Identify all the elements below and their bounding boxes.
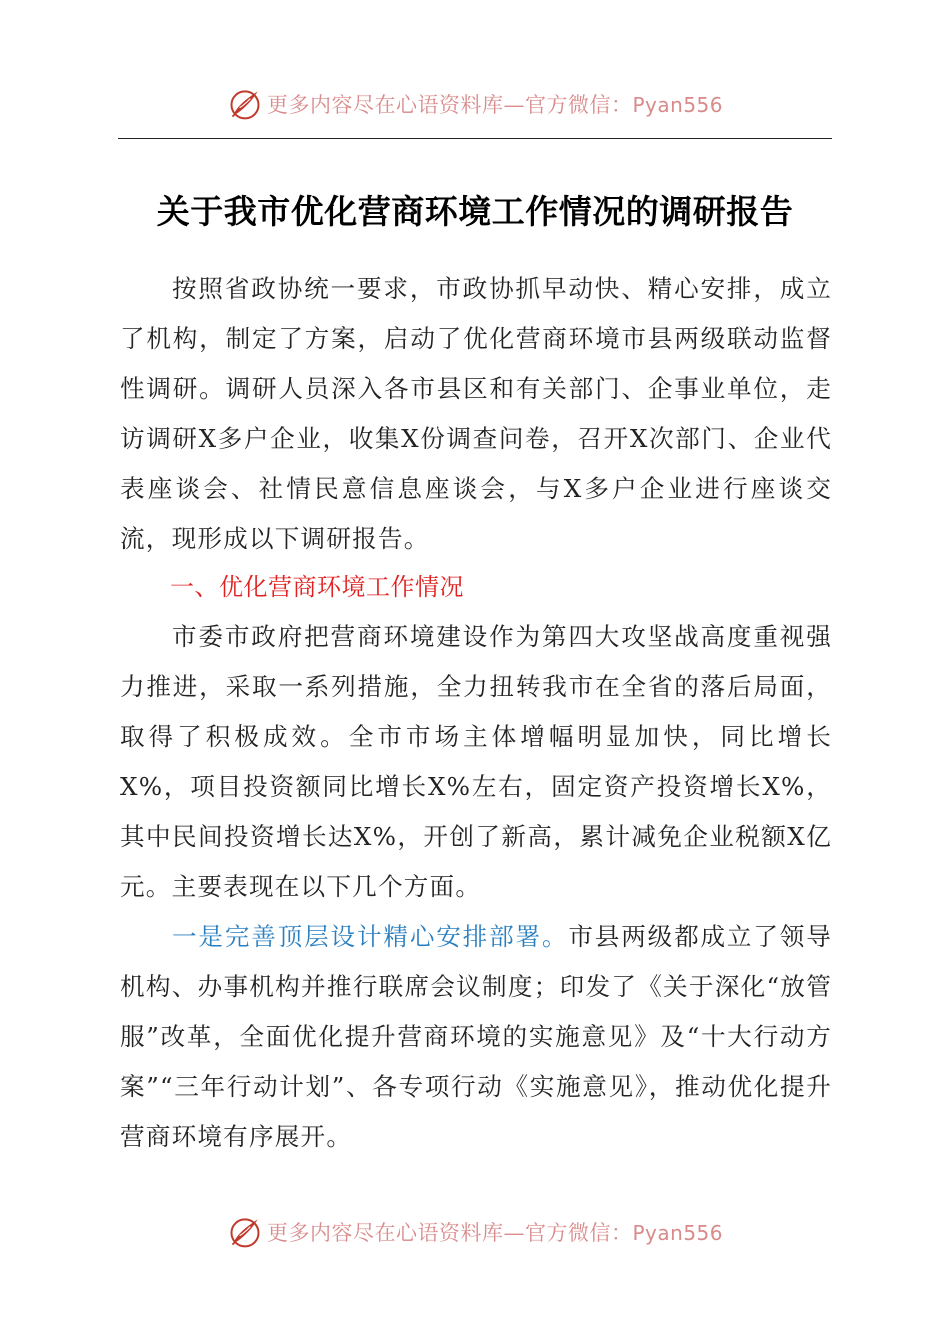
point-1-lead: 一是完善顶层设计精心安排部署。 — [172, 922, 569, 951]
point-1-text: 市县两级都成立了领导机构、办事机构并推行联席会议制度；印发了《关于深化“放管服”改革，全面优化提升营商环境的实施意见》及“十大行动方案”“三年行动计划”、各专项行动《实施意见》，推动优化提升营商环境有序展开。 — [120, 922, 832, 1151]
document-title: 关于我市优化营商环境工作情况的调研报告 — [156, 192, 794, 231]
pen-logo-icon — [227, 1214, 263, 1250]
section-heading-1: 一、优化营商环境工作情况 — [170, 573, 464, 601]
wechat-id: Pyan556 — [632, 93, 723, 117]
header-divider — [118, 138, 832, 139]
banner-text: 更多内容尽在心语资料库—官方微信：Pyan556 — [266, 93, 723, 117]
paragraph-overview: 市委市政府把营商环境建设作为第四大攻坚战高度重视强力推进，采取一系列措施，全力扭转我市在全省的落后局面，取得了积极成效。全市市场主体增幅明显加快，同比增长X%，项目投资额同比增长X%左右，固定资产投资增长X%，其中民间投资增长达X%，开创了新高，累计减免企业税额X亿元。主要表现在以下几个方面。 — [120, 622, 832, 901]
banner-text: 更多内容尽在心语资料库—官方微信：Pyan556 — [266, 1221, 723, 1245]
footer-banner — [0, 1212, 950, 1252]
paragraph-point-1 — [120, 912, 832, 1162]
pen-logo-icon — [227, 86, 263, 122]
paragraph-intro: 按照省政协统一要求，市政协抓早动快、精心安排，成立了机构，制定了方案，启动了优化营商环境市县两级联动监督性调研。调研人员深入各市县区和有关部门、企事业单位，走访调研X多户企业，收集X份调查问卷，召开X次部门、企业代表座谈会、社情民意信息座谈会，与X多户企业进行座谈交流，现形成以下调研报告。 — [120, 274, 832, 553]
wechat-id: Pyan556 — [632, 1221, 723, 1245]
header-banner — [0, 84, 950, 124]
